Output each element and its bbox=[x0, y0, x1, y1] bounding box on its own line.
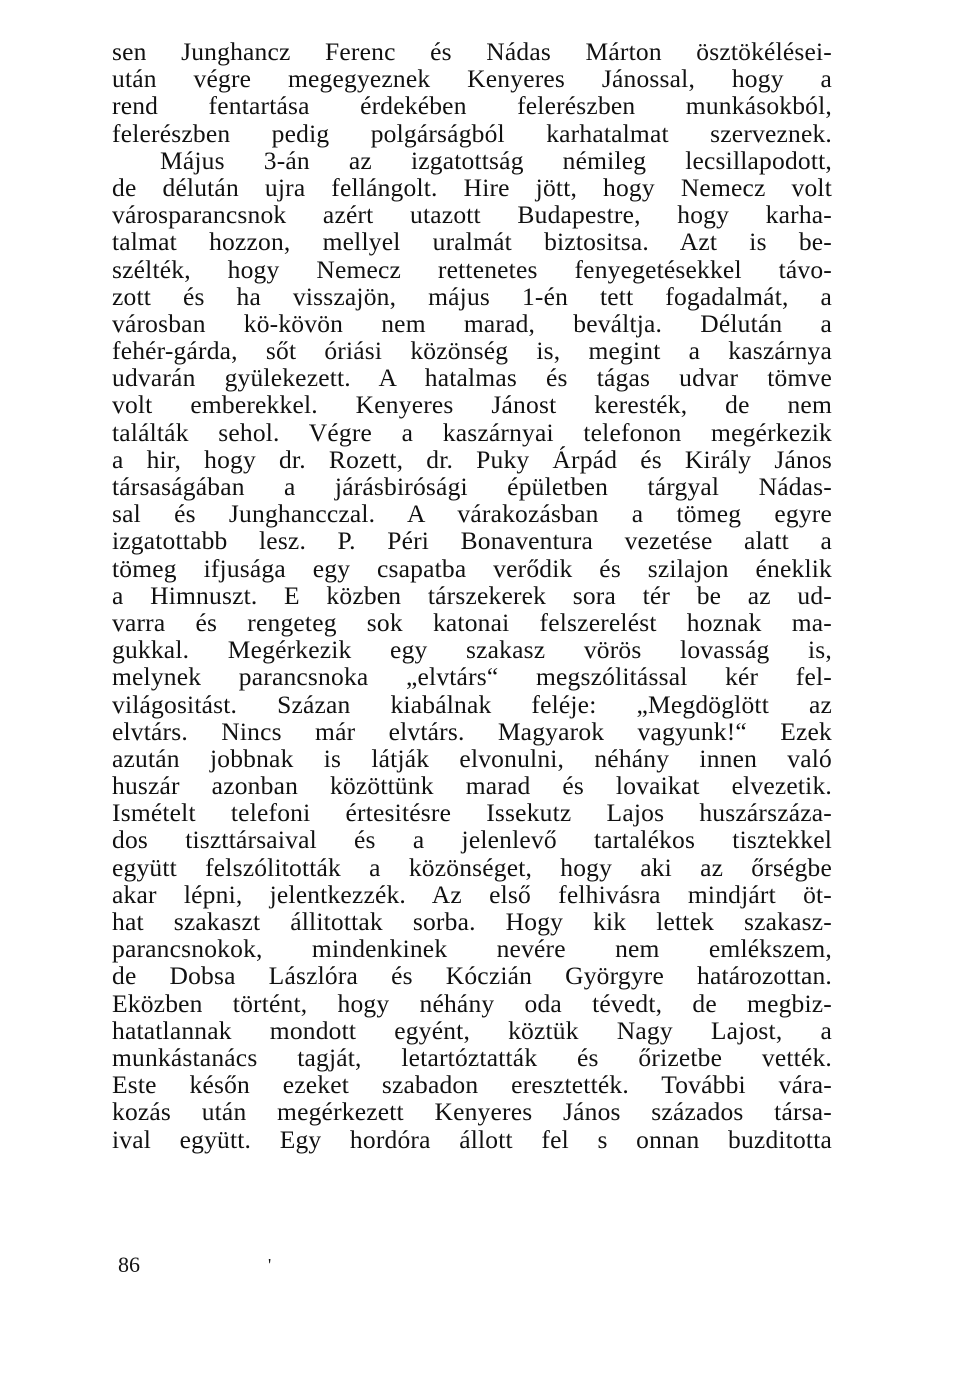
text-line: Este későn ezeket szabadon eresztették. További vára- bbox=[112, 1070, 832, 1100]
text-line: melynek parancsnoka „elvtárs“ megszólitással kér fel- bbox=[112, 662, 832, 692]
text-line: de délután ujra fellángolt. Hire jött, hogy Nemecz volt bbox=[112, 172, 832, 202]
text-line: társaságában a járásbirósági épületben tárgyal Nádas- bbox=[112, 472, 832, 501]
text-line: szélték, hogy Nemecz rettenetes fenyegetésekkel távo- bbox=[112, 254, 832, 284]
text-line: zott és ha visszajön, május 1-én tett fogadalmát, a bbox=[112, 281, 832, 311]
text-line: fehér-gárda, sőt óriási közönség is, megint a kaszárnya bbox=[112, 336, 832, 366]
text-line: talmat hozzon, mellyel uralmát biztositsa. Azt is be- bbox=[112, 227, 832, 257]
text-line: munkástanács tagját, letartóztatták és őrizetbe vették. bbox=[112, 1042, 832, 1072]
text-line: varra és rengeteg sok katonai felszerelést hoznak ma- bbox=[112, 607, 832, 637]
text-line: Május 3-án az izgatottság némileg lecsillapodott, bbox=[160, 145, 832, 175]
text-line: azután jobbnak is látják elvonulni, néhány innen való bbox=[112, 743, 832, 773]
text-line: parancsnokok, mindenkinek nevére nem emlékszem, bbox=[112, 934, 832, 964]
text-line: után végre megegyeznek Kenyeres Jánossal, hogy a bbox=[112, 64, 832, 94]
text-line: sal és Junghancczal. A várakozásban a tömeg egyre bbox=[112, 499, 832, 529]
text-line: a hir, hogy dr. Rozett, dr. Puky Árpád és Király János bbox=[112, 444, 832, 474]
text-line: együtt felszólitották a közönséget, hogy aki az őrségbe bbox=[112, 852, 832, 882]
text-line: városban kö-kövön nem marad, beváltja. Délután a bbox=[112, 308, 832, 338]
text-line: kozás után megérkezett Kenyeres János százados társa- bbox=[112, 1097, 832, 1127]
text-line: izgatottabb lesz. P. Péri Bonaventura vezetése alatt a bbox=[112, 526, 832, 556]
text-line: hat szakaszt állitottak sorba. Hogy kik lettek szakasz- bbox=[112, 907, 832, 936]
text-line: elvtárs. Nincs már elvtárs. Magyarok vagyunk!“ Ezek bbox=[112, 716, 832, 746]
text-line: a Himnuszt. E közben társzekerek sora tér be az ud- bbox=[112, 580, 832, 610]
text-line: ival együtt. Egy hordóra állott fel s onnan buzditotta bbox=[112, 1124, 832, 1154]
text-line: udvarán gyülekezett. A hatalmas és tágas udvar tömve bbox=[112, 363, 832, 393]
text-line: huszár azonban közöttünk marad és lovaikat elvezetik. bbox=[112, 771, 832, 801]
page-number: 86 bbox=[118, 1252, 140, 1277]
text-line: Eközben történt, hogy néhány oda tévedt, de megbiz- bbox=[112, 988, 832, 1018]
text-line: rend fentartása érdekében felerészben munkásokból, bbox=[112, 91, 832, 121]
text-line: Ismételt telefoni értesitésre Issekutz Lajos huszárszáza- bbox=[112, 798, 832, 828]
text-line: világositást. Százan kiabálnak feléje: „Megdöglött az bbox=[112, 689, 832, 719]
text-line: sen Junghancz Ferenc és Nádas Márton ösztökélései- bbox=[112, 37, 832, 66]
text-line: városparancsnok azért utazott Budapestre, hogy karha- bbox=[112, 200, 832, 230]
print-mark: ' bbox=[268, 1255, 272, 1275]
text-line: felerészben pedig polgárságból karhatalmat szerveznek. bbox=[112, 118, 832, 148]
text-line: hatatlannak mondott egyént, köztük Nagy Lajost, a bbox=[112, 1015, 832, 1045]
body-text bbox=[112, 38, 832, 1153]
text-line: tömeg ifjusága egy csapatba verődik és szilajon éneklik bbox=[112, 553, 832, 583]
text-line: akar lépni, jelentkezzék. Az első felhivásra mindjárt öt- bbox=[112, 879, 832, 909]
text-line: volt emberekkel. Kenyeres Jánost keresték, de nem bbox=[112, 390, 832, 420]
text-line: találták sehol. Végre a kaszárnyai telefonon megérkezik bbox=[112, 417, 832, 447]
text-line: de Dobsa Lászlóra és Kóczián Györgyre határozottan. bbox=[112, 961, 832, 991]
text-line: dos tiszttársaival és a jelenlevő tartalékos tisztekkel bbox=[112, 825, 832, 855]
text-line: gukkal. Megérkezik egy szakasz vörös lovasság is, bbox=[112, 635, 832, 665]
